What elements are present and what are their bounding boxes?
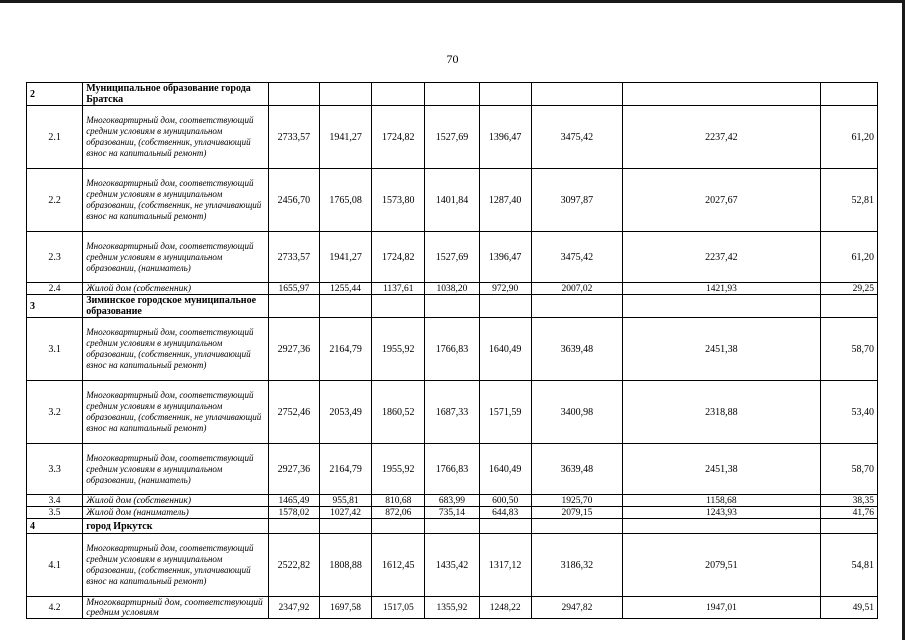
row-code: 3.2 bbox=[27, 381, 83, 444]
value-cell: 1038,20 bbox=[425, 283, 479, 295]
empty-cell bbox=[820, 519, 877, 534]
value-cell: 2079,15 bbox=[531, 507, 622, 519]
row-code: 2.3 bbox=[27, 232, 83, 283]
value-cell: 735,14 bbox=[425, 507, 479, 519]
empty-cell bbox=[268, 83, 319, 106]
value-cell: 49,51 bbox=[820, 597, 877, 619]
value-cell: 1925,70 bbox=[531, 495, 622, 507]
value-cell: 1158,68 bbox=[623, 495, 821, 507]
value-cell: 2927,36 bbox=[268, 318, 319, 381]
empty-cell bbox=[372, 519, 425, 534]
value-cell: 2522,82 bbox=[268, 534, 319, 597]
value-cell: 600,50 bbox=[479, 495, 531, 507]
scan-top-edge bbox=[0, 0, 905, 3]
tariff-table bbox=[26, 82, 878, 619]
table-row bbox=[27, 534, 878, 597]
row-code: 2.2 bbox=[27, 169, 83, 232]
value-cell: 1941,27 bbox=[320, 106, 372, 169]
value-cell: 61,20 bbox=[820, 106, 877, 169]
value-cell: 872,06 bbox=[372, 507, 425, 519]
empty-cell bbox=[623, 83, 821, 106]
empty-cell bbox=[320, 295, 372, 318]
value-cell: 1571,59 bbox=[479, 381, 531, 444]
section-row bbox=[27, 83, 878, 106]
value-cell: 52,81 bbox=[820, 169, 877, 232]
value-cell: 1955,92 bbox=[372, 318, 425, 381]
value-cell: 1517,05 bbox=[372, 597, 425, 619]
row-code: 2.4 bbox=[27, 283, 83, 295]
value-cell: 1955,92 bbox=[372, 444, 425, 495]
empty-cell bbox=[320, 519, 372, 534]
value-cell: 58,70 bbox=[820, 318, 877, 381]
value-cell: 2733,57 bbox=[268, 106, 319, 169]
value-cell: 2752,46 bbox=[268, 381, 319, 444]
value-cell: 1527,69 bbox=[425, 106, 479, 169]
row-code: 3.3 bbox=[27, 444, 83, 495]
value-cell: 1578,02 bbox=[268, 507, 319, 519]
value-cell: 61,20 bbox=[820, 232, 877, 283]
value-cell: 1655,97 bbox=[268, 283, 319, 295]
value-cell: 1766,83 bbox=[425, 444, 479, 495]
value-cell: 810,68 bbox=[372, 495, 425, 507]
row-code: 3.4 bbox=[27, 495, 83, 507]
value-cell: 1640,49 bbox=[479, 318, 531, 381]
table-row bbox=[27, 169, 878, 232]
value-cell: 58,70 bbox=[820, 444, 877, 495]
value-cell: 3400,98 bbox=[531, 381, 622, 444]
empty-cell bbox=[531, 295, 622, 318]
value-cell: 1396,47 bbox=[479, 106, 531, 169]
value-cell: 1435,42 bbox=[425, 534, 479, 597]
value-cell: 1941,27 bbox=[320, 232, 372, 283]
empty-cell bbox=[820, 83, 877, 106]
value-cell: 2451,38 bbox=[623, 318, 821, 381]
empty-cell bbox=[372, 83, 425, 106]
value-cell: 2456,70 bbox=[268, 169, 319, 232]
row-code: 2.1 bbox=[27, 106, 83, 169]
value-cell: 1527,69 bbox=[425, 232, 479, 283]
value-cell: 2164,79 bbox=[320, 318, 372, 381]
empty-cell bbox=[820, 295, 877, 318]
section-row bbox=[27, 519, 878, 534]
housing-type-cell: Многоквартирный дом, соответствующий средним условиям в муниципальном образовании, (собственник, не уплачивающий взнос на капитальный ремонт) bbox=[83, 381, 269, 444]
value-cell: 1027,42 bbox=[320, 507, 372, 519]
value-cell: 1421,93 bbox=[623, 283, 821, 295]
value-cell: 3186,32 bbox=[531, 534, 622, 597]
empty-cell bbox=[425, 83, 479, 106]
table-row bbox=[27, 495, 878, 507]
empty-cell bbox=[479, 83, 531, 106]
value-cell: 3475,42 bbox=[531, 232, 622, 283]
section-code: 3 bbox=[27, 295, 83, 318]
housing-type-cell: Многоквартирный дом, соответствующий средним условиям в муниципальном образовании, (собственник, уплачивающий взнос на капитальный ремонт) bbox=[83, 534, 269, 597]
value-cell: 1248,22 bbox=[479, 597, 531, 619]
value-cell: 1808,88 bbox=[320, 534, 372, 597]
value-cell: 1317,12 bbox=[479, 534, 531, 597]
value-cell: 1573,80 bbox=[372, 169, 425, 232]
value-cell: 54,81 bbox=[820, 534, 877, 597]
value-cell: 2237,42 bbox=[623, 106, 821, 169]
housing-type-cell: Многоквартирный дом, соответствующий средним условиям в муниципальном образовании, (наниматель) bbox=[83, 444, 269, 495]
section-title: город Иркутск bbox=[83, 519, 269, 534]
value-cell: 2318,88 bbox=[623, 381, 821, 444]
row-code: 4.2 bbox=[27, 597, 83, 619]
empty-cell bbox=[623, 519, 821, 534]
value-cell: 2237,42 bbox=[623, 232, 821, 283]
section-code: 2 bbox=[27, 83, 83, 106]
empty-cell bbox=[425, 519, 479, 534]
empty-cell bbox=[531, 83, 622, 106]
value-cell: 38,35 bbox=[820, 495, 877, 507]
empty-cell bbox=[531, 519, 622, 534]
value-cell: 1612,45 bbox=[372, 534, 425, 597]
row-code: 4.1 bbox=[27, 534, 83, 597]
housing-type-cell: Многоквартирный дом, соответствующий средним условиям в муниципальном образовании, (собственник, не уплачивающий взнос на капитальный ремонт) bbox=[83, 169, 269, 232]
housing-type-cell: Многоквартирный дом, соответствующий средним условиям в муниципальном образовании, (собственник, уплачивающий взнос на капитальный ремонт) bbox=[83, 106, 269, 169]
value-cell: 1396,47 bbox=[479, 232, 531, 283]
table-row bbox=[27, 507, 878, 519]
value-cell: 1287,40 bbox=[479, 169, 531, 232]
value-cell: 683,99 bbox=[425, 495, 479, 507]
empty-cell bbox=[623, 295, 821, 318]
row-code: 3.1 bbox=[27, 318, 83, 381]
value-cell: 2347,92 bbox=[268, 597, 319, 619]
value-cell: 2451,38 bbox=[623, 444, 821, 495]
housing-type-cell: Жилой дом (наниматель) bbox=[83, 507, 269, 519]
table-row bbox=[27, 597, 878, 619]
value-cell: 29,25 bbox=[820, 283, 877, 295]
value-cell: 1947,01 bbox=[623, 597, 821, 619]
value-cell: 1640,49 bbox=[479, 444, 531, 495]
value-cell: 1355,92 bbox=[425, 597, 479, 619]
value-cell: 3475,42 bbox=[531, 106, 622, 169]
empty-cell bbox=[268, 519, 319, 534]
value-cell: 1860,52 bbox=[372, 381, 425, 444]
empty-cell bbox=[268, 295, 319, 318]
value-cell: 1766,83 bbox=[425, 318, 479, 381]
value-cell: 1724,82 bbox=[372, 232, 425, 283]
value-cell: 1255,44 bbox=[320, 283, 372, 295]
section-row bbox=[27, 295, 878, 318]
value-cell: 2927,36 bbox=[268, 444, 319, 495]
section-title: Зиминское городское муниципальное образование bbox=[83, 295, 269, 318]
row-code: 3.5 bbox=[27, 507, 83, 519]
value-cell: 2947,82 bbox=[531, 597, 622, 619]
empty-cell bbox=[479, 295, 531, 318]
value-cell: 3097,87 bbox=[531, 169, 622, 232]
value-cell: 1401,84 bbox=[425, 169, 479, 232]
housing-type-cell: Многоквартирный дом, соответствующий средним условиям в муниципальном образовании, (наниматель) bbox=[83, 232, 269, 283]
housing-type-cell: Многоквартирный дом, соответствующий средним условиям в муниципальном образовании, (собственник, уплачивающий взнос на капитальный ремонт) bbox=[83, 318, 269, 381]
housing-type-cell: Жилой дом (собственник) bbox=[83, 283, 269, 295]
value-cell: 3639,48 bbox=[531, 444, 622, 495]
value-cell: 1724,82 bbox=[372, 106, 425, 169]
table-row bbox=[27, 381, 878, 444]
value-cell: 2053,49 bbox=[320, 381, 372, 444]
table-row bbox=[27, 106, 878, 169]
empty-cell bbox=[372, 295, 425, 318]
value-cell: 53,40 bbox=[820, 381, 877, 444]
value-cell: 1697,58 bbox=[320, 597, 372, 619]
table-row bbox=[27, 232, 878, 283]
empty-cell bbox=[320, 83, 372, 106]
table-row bbox=[27, 318, 878, 381]
page-number: 70 bbox=[446, 52, 459, 66]
section-code: 4 bbox=[27, 519, 83, 534]
value-cell: 972,90 bbox=[479, 283, 531, 295]
value-cell: 1465,49 bbox=[268, 495, 319, 507]
housing-type-cell: Жилой дом (собственник) bbox=[83, 495, 269, 507]
table-row bbox=[27, 444, 878, 495]
table-row bbox=[27, 283, 878, 295]
section-title: Муниципальное образование города Братска bbox=[83, 83, 269, 106]
value-cell: 2733,57 bbox=[268, 232, 319, 283]
value-cell: 1137,61 bbox=[372, 283, 425, 295]
value-cell: 1687,33 bbox=[425, 381, 479, 444]
value-cell: 2027,67 bbox=[623, 169, 821, 232]
empty-cell bbox=[425, 295, 479, 318]
value-cell: 2164,79 bbox=[320, 444, 372, 495]
value-cell: 41,76 bbox=[820, 507, 877, 519]
value-cell: 644,83 bbox=[479, 507, 531, 519]
value-cell: 2079,51 bbox=[623, 534, 821, 597]
empty-cell bbox=[479, 519, 531, 534]
value-cell: 1765,08 bbox=[320, 169, 372, 232]
value-cell: 955,81 bbox=[320, 495, 372, 507]
value-cell: 3639,48 bbox=[531, 318, 622, 381]
housing-type-cell: Многоквартирный дом, соответствующий средним условиям bbox=[83, 597, 269, 619]
value-cell: 2007,02 bbox=[531, 283, 622, 295]
table-body bbox=[27, 83, 878, 619]
value-cell: 1243,93 bbox=[623, 507, 821, 519]
